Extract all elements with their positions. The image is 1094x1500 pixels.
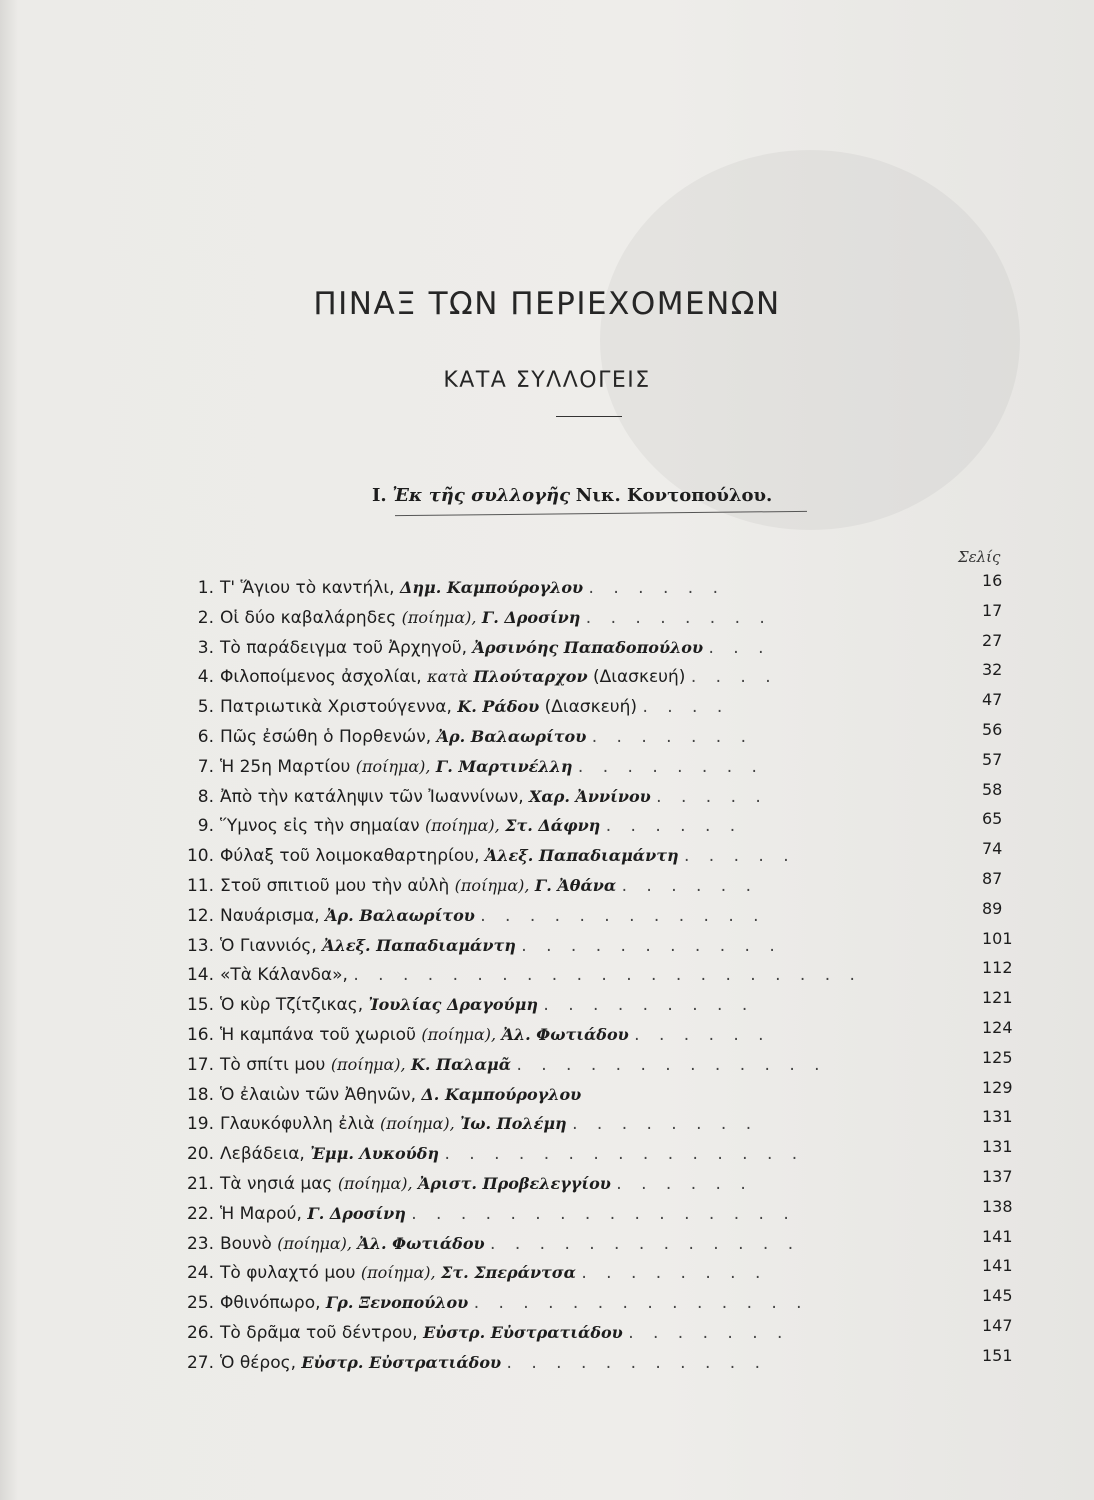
entry-page-number: 145 (982, 1286, 1013, 1306)
entry-number: 24. (186, 1263, 214, 1284)
toc-entry (176, 1166, 1036, 1200)
entry-page-number: 125 (982, 1047, 1013, 1067)
entry-number: 1. (197, 578, 214, 598)
entry-leader-dots: . . . . . . . . . . . . . . (473, 1293, 809, 1314)
entry-note: (ποίημα), (337, 1173, 413, 1193)
section-label: Ἐκ τῆς συλλογῆς (392, 485, 571, 506)
entry-leader-dots: . . . . . . . . . . . . . . . . . . . . . (353, 965, 862, 986)
entry-text (220, 697, 729, 717)
entry-leader-dots: . . . . . . . . . (543, 995, 755, 1016)
entry-leader-dots: . . . . . . . . (577, 756, 764, 777)
entry-number: 3. (197, 637, 214, 658)
entry-leader-dots: . . . . . . . . . . . (506, 1352, 768, 1373)
entry-note: κατὰ (427, 667, 469, 687)
entry-leader-dots: . . . . . . . . (581, 1263, 768, 1284)
toc-entry (176, 958, 1036, 991)
entry-leader-dots: . . . . . . . . . . . . . (490, 1233, 801, 1254)
toc-entry (176, 1226, 1036, 1260)
entry-text (220, 1055, 827, 1075)
entry-title: Ὁ ἐλαιὼν τῶν Ἀθηνῶν, (220, 1084, 416, 1105)
entry-author: Γ. Μαρτινέλλη (435, 756, 573, 776)
entry-leader-dots: . . . . . . (588, 578, 725, 598)
entry-page-number: 58 (982, 779, 1003, 799)
entry-title: Ἡ καμπάνα τοῦ χωριοῦ (220, 1024, 416, 1045)
entry-page-number: 131 (982, 1107, 1013, 1127)
title-divider (556, 416, 622, 417)
entry-title: Φύλαξ τοῦ λοιμοκαθαρτηρίου, (220, 846, 480, 867)
toc-entry (176, 988, 1036, 1021)
entry-author: Χαρ. Ἀννίνου (529, 786, 651, 806)
entry-author: Ἐμμ. Λυκούδη (310, 1144, 440, 1164)
entry-number: 27. (186, 1352, 214, 1373)
section-number: I. (372, 485, 387, 506)
entry-number: 18. (186, 1084, 214, 1105)
entry-page-number: 32 (982, 660, 1003, 680)
toc-entry (176, 928, 1036, 962)
entry-author: Γ. Δροσίνη (481, 607, 581, 627)
entry-leader-dots: . . . . . . (605, 816, 743, 837)
entry-title: Ἡ 25η Μαρτίου (220, 756, 351, 777)
entry-leader-dots: . . . . . . . . (585, 607, 772, 628)
entry-number: 23. (186, 1233, 214, 1254)
toc-entry (176, 898, 1036, 932)
entry-page-number: 17 (982, 600, 1003, 620)
entry-author: Στ. Σπεράντσα (441, 1263, 576, 1283)
toc-entry (176, 1017, 1036, 1051)
entry-page-number: 87 (982, 868, 1003, 888)
bleed-through-shadow (600, 150, 1020, 530)
toc-entry (176, 779, 1036, 813)
entry-text (220, 667, 778, 687)
entry-page-number: 137 (982, 1166, 1013, 1186)
entry-number: 13. (186, 935, 214, 956)
entry-leader-dots: . . . . . . . . . . . . . (516, 1054, 827, 1075)
entry-page-number: 129 (982, 1077, 1013, 1097)
entry-leader-dots: . . . . (690, 667, 778, 688)
entry-title: Τὸ παράδειγμα τοῦ Ἀρχηγοῦ, (220, 637, 468, 658)
entry-title: Ὁ κὺρ Τζίτζικας, (220, 995, 364, 1016)
entry-page-number: 101 (982, 928, 1013, 948)
entry-author: Γ. Δροσίνη (307, 1203, 406, 1223)
entry-author: Ἀρσινόης Παπαδοπούλου (472, 637, 704, 657)
entry-title: Πῶς ἐσώθη ὁ Πορθενών, (220, 726, 432, 747)
entry-leader-dots: . . . . . (684, 846, 796, 867)
entry-page-number: 138 (982, 1196, 1013, 1216)
entry-leader-dots: . . . . (642, 697, 730, 718)
table-of-contents (176, 571, 1036, 1379)
entry-number: 4. (197, 667, 214, 688)
entry-leader-dots: . . . . . . (621, 875, 759, 896)
page-subtitle: ΚΑΤΑ ΣΥΛΛΟΓΕΙΣ (443, 368, 651, 393)
entry-text (220, 1025, 771, 1045)
entry-number: 21. (186, 1173, 214, 1194)
entry-author: Δ. Καμπούρογλου (421, 1084, 582, 1104)
entry-number: 25. (186, 1293, 214, 1314)
entry-page-number: 27 (982, 630, 1003, 650)
entry-note: (ποίημα), (379, 1114, 455, 1134)
entry-author: Εὐστρ. Εὐστρατιάδου (301, 1352, 502, 1372)
entry-number: 7. (197, 756, 214, 777)
entry-page-number: 124 (982, 1017, 1013, 1037)
toc-entry (176, 1137, 1036, 1170)
entry-leader-dots: . . . . . . . . . . . . . . . (444, 1144, 805, 1165)
entry-title: Ὕμνος εἰς τὴν σημαίαν (220, 816, 420, 837)
entry-title: «Τὰ Κάλανδα», (220, 965, 348, 986)
entry-author: Στ. Δάφνη (505, 816, 601, 836)
toc-entry (176, 571, 1036, 604)
entry-author: Ἰω. Πολέμη (460, 1114, 567, 1134)
toc-entry (176, 1196, 1036, 1230)
entry-page-number: 147 (982, 1315, 1013, 1335)
entry-leader-dots: . . . . . . . (591, 726, 753, 747)
entry-number: 16. (186, 1024, 214, 1045)
toc-entry (176, 719, 1036, 753)
entry-note: (ποίημα), (401, 607, 477, 627)
entry-author: Πλούταρχον (473, 667, 588, 687)
entry-author: Κ. Ράδου (457, 697, 540, 717)
toc-entry (176, 868, 1036, 902)
entry-text (220, 787, 768, 807)
toc-entry (176, 1077, 1036, 1111)
entry-page-number: 47 (982, 690, 1003, 710)
toc-entry (176, 1315, 1036, 1349)
toc-entry (176, 630, 1036, 664)
entry-text (220, 1204, 796, 1224)
toc-entry (176, 1107, 1036, 1140)
entry-author: Ἀριστ. Προβελεγγίου (418, 1173, 611, 1193)
toc-entry (176, 809, 1036, 842)
entry-author: Ἀλ. Φωτιάδου (357, 1233, 485, 1253)
entry-page-number: 131 (982, 1137, 1013, 1157)
entry-text (220, 757, 764, 777)
entry-text (220, 1144, 804, 1164)
entry-text (220, 1293, 809, 1313)
entry-author: Ἀλ. Φωτιάδου (501, 1024, 629, 1044)
entry-page-number: 16 (982, 571, 1003, 590)
entry-number: 19. (186, 1114, 214, 1135)
entry-note: (ποίημα), (424, 816, 500, 836)
entry-note: (ποίημα), (330, 1054, 406, 1074)
entry-text (220, 876, 758, 896)
entry-title: Πατριωτικὰ Χριστούγεννα, (220, 697, 452, 718)
entry-title: Τὸ σπίτι μου (220, 1054, 326, 1075)
entry-number: 11. (186, 875, 214, 896)
entry-text (220, 578, 725, 598)
entry-author: Ἀρ. Βαλαωρίτου (436, 726, 587, 746)
toc-entry (176, 660, 1036, 693)
entry-page-number: 89 (982, 898, 1003, 918)
entry-extra: (Διασκευή) (544, 697, 638, 718)
entry-title: Ἡ Μαρού, (220, 1203, 302, 1224)
entry-text (220, 1234, 800, 1254)
entry-page-number: 112 (982, 958, 1013, 978)
entry-page-number: 56 (982, 719, 1003, 739)
entry-text (220, 638, 771, 658)
toc-entry (176, 1345, 1036, 1379)
entry-number: 9. (197, 816, 214, 837)
entry-text (220, 906, 766, 926)
entry-leader-dots: . . . . . . . . . . . (521, 935, 782, 956)
entry-title: Τὸ δρᾶμα τοῦ δέντρου, (220, 1322, 418, 1343)
entry-title: Στοῦ σπιτιοῦ μου τὴν αὐλὴ (220, 875, 450, 896)
entry-text (220, 1114, 758, 1134)
entry-author: Ἀρ. Βαλαωρίτου (325, 905, 475, 925)
entry-title: Ἀπὸ τὴν κατάληψιν τῶν Ἰωαννίνων, (220, 786, 524, 807)
entry-leader-dots: . . . . . . . . (572, 1114, 759, 1135)
entry-note: (ποίημα), (277, 1233, 352, 1253)
page-title: ΠΙΝΑΞ ΤΩΝ ΠΕΡΙΕΧΟΜΕΝΩΝ (313, 286, 781, 322)
entry-page-number: 141 (982, 1256, 1013, 1276)
entry-title: Γλαυκόφυλλη ἐλιὰ (220, 1114, 375, 1135)
entry-number: 15. (186, 995, 214, 1016)
entry-page-number: 57 (982, 749, 1003, 769)
entry-text (220, 846, 796, 866)
entry-page-number: 65 (982, 809, 1003, 829)
entry-number: 2. (197, 607, 214, 628)
entry-title: Τὸ φυλαχτό μου (220, 1263, 356, 1284)
toc-entry (176, 839, 1036, 872)
entry-text (220, 608, 772, 628)
entry-title: Βουνὸ (220, 1233, 272, 1254)
entry-title: Οἱ δύο καβαλάρηδες (220, 607, 397, 628)
entry-leader-dots: . . . (708, 637, 771, 658)
entry-text (220, 816, 742, 836)
entry-author: Ἀλεξ. Παπαδιαμάντη (322, 935, 516, 955)
entry-number: 26. (186, 1322, 214, 1343)
entry-page-number: 141 (982, 1226, 1013, 1246)
toc-entry (176, 600, 1036, 634)
entry-text (220, 1263, 767, 1283)
entry-text (220, 1323, 789, 1343)
entry-author: Γ. Ἀθάνα (534, 875, 617, 895)
entry-title: Ὁ Γιαννιός, (220, 935, 317, 956)
entry-number: 10. (186, 846, 214, 867)
entry-title: Φθινόπωρο, (220, 1293, 321, 1314)
entry-number: 17. (186, 1054, 214, 1075)
entry-text (220, 965, 862, 985)
entry-page-number: 151 (982, 1345, 1013, 1365)
entry-number: 12. (186, 905, 214, 926)
entry-note: (ποίημα), (355, 756, 431, 776)
page-column-header: Σελίς (958, 548, 1001, 566)
entry-author: Εὐστρ. Εὐστρατιάδου (423, 1322, 623, 1342)
entry-text (220, 1174, 753, 1194)
toc-entry (176, 690, 1036, 723)
entry-leader-dots: . . . . . (656, 786, 768, 807)
entry-leader-dots: . . . . . . . . . . . . . . . . (411, 1203, 796, 1224)
entry-title: Λεβάδεια, (220, 1144, 305, 1165)
entry-leader-dots: . . . . . . (634, 1024, 771, 1045)
entry-author: Ἰουλίας Δραγούμη (368, 995, 538, 1015)
entry-number: 22. (186, 1203, 214, 1224)
entry-number: 14. (186, 965, 214, 986)
entry-text (220, 1353, 767, 1373)
entry-author: Ἀλεξ. Παπαδιαμάντη (484, 846, 679, 866)
entry-note: (ποίημα), (454, 875, 530, 895)
entry-leader-dots: . . . . . . . (628, 1322, 790, 1343)
section-collector: Νικ. Κοντοπούλου. (575, 485, 773, 506)
entry-number: 5. (197, 697, 214, 718)
entry-text (220, 1085, 581, 1105)
entry-title: Τὰ νησιά μας (220, 1173, 333, 1194)
entry-author: Κ. Παλαμᾶ (411, 1054, 512, 1074)
entry-number: 8. (197, 786, 214, 807)
entry-title: Φιλοποίμενος ἀσχολίαι, (220, 667, 422, 688)
entry-text (220, 727, 753, 747)
entry-text (220, 936, 782, 956)
entry-author: Δημ. Καμπούρογλου (399, 578, 584, 597)
toc-entry (176, 1286, 1036, 1319)
entry-page-number: 121 (982, 988, 1013, 1008)
entry-title: Ὁ θέρος, (220, 1352, 296, 1373)
entry-note: (ποίημα), (421, 1024, 497, 1044)
entry-note: (ποίημα), (360, 1263, 436, 1283)
toc-entry (176, 1256, 1036, 1289)
entry-title: Τ' Ἅγιου τὸ καντήλι, (220, 578, 395, 598)
entry-extra: (Διασκευή) (592, 667, 686, 688)
entry-title: Ναυάρισμα, (220, 905, 320, 926)
toc-entry (176, 1047, 1036, 1081)
entry-text (220, 995, 754, 1015)
toc-entry (176, 749, 1036, 783)
entry-author: Γρ. Ξενοπούλου (325, 1293, 469, 1313)
section-heading (372, 485, 772, 506)
entry-number: 20. (186, 1144, 214, 1165)
entry-number: 6. (197, 726, 214, 747)
entry-leader-dots: . . . . . . (616, 1173, 753, 1194)
entry-page-number: 74 (982, 839, 1003, 859)
entry-leader-dots: . . . . . . . . . . . . (480, 905, 766, 926)
